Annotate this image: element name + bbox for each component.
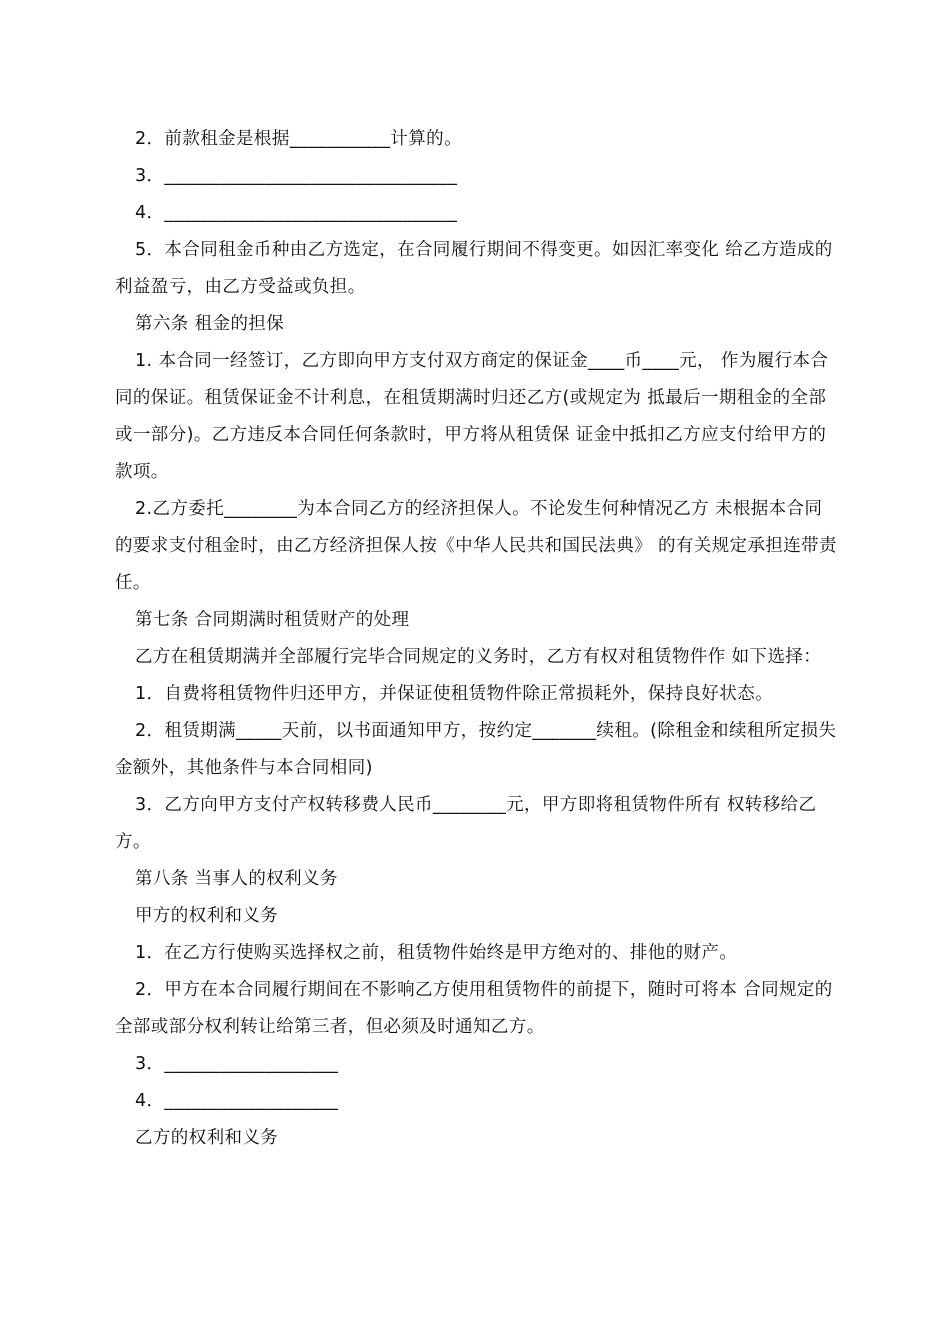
paragraph-return: 1．自费将租赁物件归还甲方，并保证使租赁物件除正常损耗外，保持良好状态。 [135, 684, 774, 704]
paragraph-a-blank-3: 3．___________________ [135, 1054, 339, 1074]
paragraph-renewal: 2．租赁期满_____天前，以书面通知甲方，按约定_______续租。(除租金和续租所定损失金额外，其他条件与本合同相同) [115, 721, 837, 778]
article-7-heading: 第七条 合同期满时租赁财产的处理 [135, 610, 410, 630]
paragraph-transfer: 3．乙方向甲方支付产权转移费人民币________元，甲方即将租赁物件所有 权转移给乙方。 [115, 795, 817, 852]
paragraph-blank-4: 4．________________________________ [135, 203, 458, 223]
paragraph-deposit: 1. 本合同一经签订，乙方即向甲方支付双方商定的保证金____币____元， 作为履行本合同的保证。租赁保证金不计利息，在租赁期满时归还乙方(或规定为 抵最后一期租金的全部或一部分)。乙方违反本合同任何条款时，甲方将从租赁保 证金中抵扣乙方应支付给甲方的款项。 [115, 351, 829, 482]
paragraph-ownership: 1．在乙方行使购买选择权之前，租赁物件始终是甲方绝对的、排他的财产。 [135, 943, 738, 963]
paragraph-guarantor: 2.乙方委托________为本合同乙方的经济担保人。不论发生何种情况乙方 未根据本合同的要求支付租金时，由乙方经济担保人按《中华人民共和国民法典》 的有关规定承担连带责任。 [115, 499, 837, 593]
paragraph-a-blank-4: 4．___________________ [135, 1091, 339, 1111]
paragraph-expiry-options: 乙方在租赁期满并全部履行完毕合同规定的义务时，乙方有权对租赁物件作 如下选择： [135, 647, 822, 667]
article-6-heading: 第六条 租金的担保 [135, 314, 285, 334]
paragraph-assignment: 2．甲方在本合同履行期间在不影响乙方使用租赁物件的前提下，随时可将本 合同规定的全部或部分权利转让给第三者，但必须及时通知乙方。 [115, 980, 833, 1037]
party-b-rights-heading: 乙方的权利和义务 [135, 1128, 279, 1148]
paragraph-rent-basis: 2．前款租金是根据___________计算的。 [135, 129, 462, 149]
paragraph-currency: 5．本合同租金币种由乙方选定，在合同履行期间不得变更。如因汇率变化 给乙方造成的利益盈亏，由乙方受益或负担。 [115, 240, 833, 297]
paragraph-blank-3: 3．________________________________ [135, 166, 458, 186]
party-a-rights-heading: 甲方的权利和义务 [135, 906, 279, 926]
article-8-heading: 第八条 当事人的权利义务 [135, 869, 338, 889]
